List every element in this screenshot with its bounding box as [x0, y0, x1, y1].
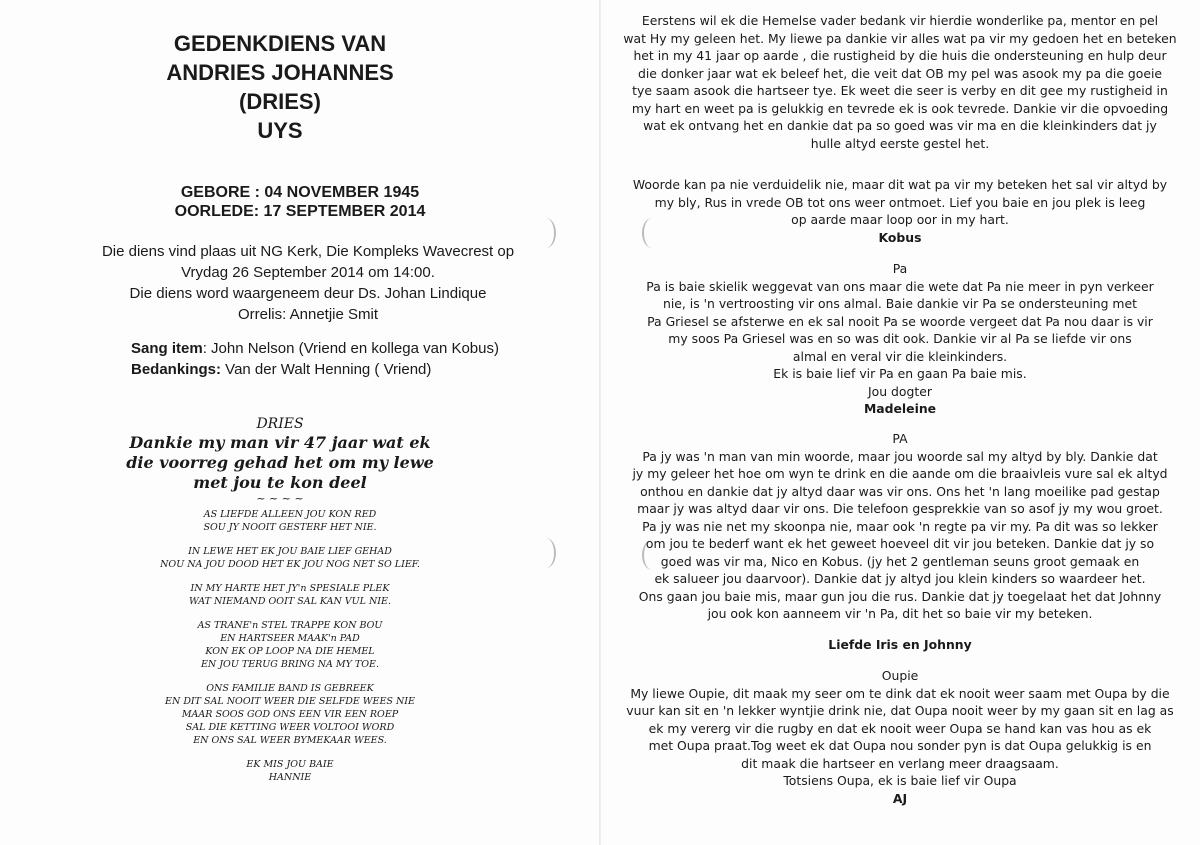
tribute-line: het in my 41 jaar op aarde , die rustigheid by die huis die ondersteuning en hulp deur: [633, 48, 1167, 63]
poem-line: AS TRANE'n STEL TRAPPE KON BOU: [197, 620, 383, 631]
tribute-heading: Pa: [892, 261, 908, 276]
tribute-line: tye saam asook die hartseer tye. Ek weet die seer is verby en dit gee my rustigheid in: [632, 83, 1168, 98]
tribute-line: almal en veral vir die kleinkinders.: [792, 348, 1008, 364]
tribute-line: Eerstens wil ek die Hemelse vader bedank vir hierdie wonderlike pa, mentor en pel: [641, 13, 1159, 28]
tribute-line: my soos Pa Griesel was en so was dit ook. Dankie vir al Pa se liefde vir ons: [668, 331, 1132, 346]
tribute-line: Jou dogter: [868, 383, 932, 399]
tribute-line: jou ook kon aanneem vir 'n Pa, dit het so baie vir my beteken.: [707, 606, 1093, 621]
song-item-label: Sang item: [131, 340, 203, 357]
poem-line: AS LIEFDE ALLEEN JOU KON RED: [203, 509, 377, 520]
tribute-signature: Madeleine: [863, 401, 937, 416]
tribute-signature: Liefde Iris en Johnny: [828, 637, 972, 652]
poem: [130, 508, 450, 795]
memorial-title: [60, 29, 500, 145]
poem-line: SAL DIE KETTING WEER VOLTOOI WORD: [185, 722, 395, 733]
poem-intro-line: Dankie my man vir 47 jaar wat ek: [129, 433, 431, 452]
poem-intro-line: met jou te kon deel: [193, 473, 367, 492]
life-dates: [60, 183, 540, 221]
tribute-signature: AJ: [892, 790, 908, 806]
poem-line: IN MY HARTE HET JY'n SPESIALE PLEK: [190, 583, 390, 594]
thanks-value: Van der Walt Henning ( Vriend): [221, 361, 432, 378]
tribute-line: nie, is 'n vertroosting vir ons almal. Baie dankie vir Pa se ondersteuning met: [663, 296, 1137, 311]
poem-stanza: [130, 545, 450, 571]
tribute-line: ek my vererg vir die rugby en dat ek nooit weer Oupa se hand kan vas hou as ek: [648, 720, 1152, 736]
poem-name: DRIES: [256, 416, 304, 432]
tribute-line: Pa jy was 'n man van min woorde, maar jou woorde sal my altyd by bly. Dankie dat: [642, 448, 1158, 464]
tribute-line: op aarde maar loop oor in my hart.: [791, 212, 1009, 227]
tribute-madeleine: [620, 260, 1180, 418]
tribute-line: ek salueer jou daarvoor). Dankie dat jy altyd jou klein kinders so waardeer het.: [654, 571, 1146, 586]
poem-line: EK MIS JOU BAIE: [246, 759, 334, 770]
tribute-heading: PA: [892, 431, 908, 446]
tribute-line: goed was vir ma, Nico en Kobus. (jy het 2 gentleman seuns groot gemaak en: [660, 553, 1140, 569]
info-line: Vrydag 26 September 2014 om 14:00.: [181, 264, 435, 281]
tribute-kobus-closing: [620, 176, 1180, 246]
tribute-line: wat Hy my geleen het. My liewe pa dankie vir alles wat pa vir my gedoen het en beteken: [623, 30, 1177, 46]
poem-line: SOU JY NOOIT GESTERF HET NIE.: [203, 522, 377, 533]
title-line: (DRIES): [239, 89, 321, 114]
title-line: ANDRIES JOHANNES: [166, 60, 394, 85]
service-info: [48, 241, 568, 325]
song-item-value: : John Nelson (Vriend en kollega van Kobus): [202, 340, 499, 357]
tribute-line: Woorde kan pa nie verduidelik nie, maar dit wat pa vir my beteken het sal vir altyd by: [632, 177, 1168, 192]
poem-line: HANNIE: [268, 772, 312, 783]
tribute-line: hulle altyd eerste gestel het.: [810, 135, 990, 151]
poem-line: EN ONS SAL WEER BYMEKAAR WEES.: [193, 735, 387, 746]
title-line: GEDENKDIENS VAN: [173, 31, 387, 56]
tribute-line: om jou te bederf want ek het geweet hoeveel dit vir jou beteken. Dankie dat jy so: [645, 536, 1155, 551]
tribute-line: Pa jy was nie net my skoonpa nie, maar ook 'n regte pa vir my. Pa dit was so lekker: [642, 518, 1158, 534]
tribute-line: onthou en dankie dat jy altyd daar was vir ons. Ons het 'n lang moeilike pad gestap: [640, 483, 1160, 499]
poem-line: KON EK OP LOOP NA DIE HEMEL: [205, 646, 375, 657]
poem-separator: ~ ~ ~ ~: [256, 492, 304, 505]
right-page: [600, 0, 1200, 845]
poem-stanza: [130, 582, 450, 608]
poem-stanza: [130, 682, 450, 747]
tribute-line: Pa Griesel se afsterwe en ek sal nooit Pa se woorde vergeet dat Pa nou daar is vir: [647, 313, 1153, 329]
tribute-heading: Oupie: [881, 668, 919, 683]
poem-line: WAT NIEMAND OOIT SAL KAN VUL NIE.: [188, 596, 392, 607]
tribute-line: Pa is baie skielik weggevat van ons maar die wete dat Pa nie meer in pyn verkeer: [646, 278, 1154, 294]
tribute-line: Ek is baie lief vir Pa en gaan Pa baie mis.: [773, 366, 1027, 381]
tribute-line: Ons gaan jou baie mis, maar gun jou die rus. Dankie dat jy toegelaat het dat Johnny: [638, 588, 1162, 604]
tribute-line: vuur kan sit en 'n lekker wyntjie drink nie, dat Oupa nooit weer by my gaan sit en lag as: [626, 703, 1174, 718]
info-line: Die diens vind plaas uit NG Kerk, Die Kompleks Wavecrest op: [101, 243, 515, 260]
poem-line: EN DIT SAL NOOIT WEER DIE SELFDE WEES NIE: [165, 696, 415, 707]
tribute-line: Totsiens Oupa, ek is baie lief vir Oupa: [783, 773, 1017, 788]
poem-stanza: [130, 619, 450, 671]
poem-line: IN LEWE HET EK JOU BAIE LIEF GEHAD: [188, 546, 392, 557]
tribute-line: maar jy was altyd daar vir ons. Die telefoon gesprekkie van so asof jy my wou groet.: [637, 501, 1163, 516]
tribute-line: my hart en weet pa is gelukkig en tevrede ek is ook tevrede. Dankie vir die opvoeding: [631, 100, 1169, 116]
poem-heading: [120, 415, 440, 505]
tribute-line: dit maak die hartseer en verlang meer draagsaam.: [741, 755, 1059, 771]
info-line: Orrelis: Annetjie Smit: [237, 306, 379, 323]
song-item-line: [131, 338, 571, 359]
service-credits: [131, 338, 571, 380]
tribute-line: jy my geleer het hoe om wyn te drink en die aande om die braaivleis vure sal ek altyd: [632, 466, 1168, 481]
tribute-iris-johnny: [620, 430, 1180, 623]
poem-line: EN JOU TERUG BRING NA MY TOE.: [200, 659, 380, 670]
died-date: OORLEDE: 17 SEPTEMBER 2014: [174, 203, 426, 220]
tribute-line: die donker jaar wat ek beleef het, die veit dat OB my pel was asook my pa die goeie: [637, 65, 1163, 81]
poem-stanza: [130, 508, 450, 534]
poem-intro-line: die voorreg gehad het om my lewe: [126, 453, 434, 472]
poem-line: EN HARTSEER MAAK'n PAD: [220, 633, 360, 644]
tribute-line: My liewe Oupie, dit maak my seer om te dink dat ek nooit weer saam met Oupa by die: [630, 685, 1170, 701]
poem-signoff: [130, 758, 450, 784]
tribute-signature: Kobus: [878, 229, 922, 245]
title-line: UYS: [257, 118, 303, 143]
tribute-line: my bly, Rus in vrede OB tot ons weer ontmoet. Lief you baie en jou plek is leeg: [654, 194, 1146, 210]
poem-line: ONS FAMILIE BAND IS GEBREEK: [206, 683, 374, 694]
poem-line: NOU NA JOU DOOD HET EK JOU NOG NET SO LIEF.: [160, 559, 420, 570]
born-date: GEBORE : 04 NOVEMBER 1945: [180, 184, 420, 201]
tribute-line: wat ek ontvang het en dankie dat pa so goed was vir ma en die kleinkinders dat jy: [643, 118, 1157, 133]
tribute-line: met Oupa praat.Tog weet ek dat Oupa nou sonder pyn is dat Oupa gelukkig is en: [648, 738, 1152, 753]
tribute-kobus: [620, 12, 1180, 152]
poem-line: MAAR SOOS GOD ONS EEN VIR EEN ROEP: [181, 709, 399, 720]
thanks-label: Bedankings:: [131, 361, 222, 378]
info-line: Die diens word waargeneem deur Ds. Johan Lindique: [129, 285, 487, 302]
tribute-aj: [620, 667, 1180, 807]
thanks-line: [131, 359, 571, 380]
